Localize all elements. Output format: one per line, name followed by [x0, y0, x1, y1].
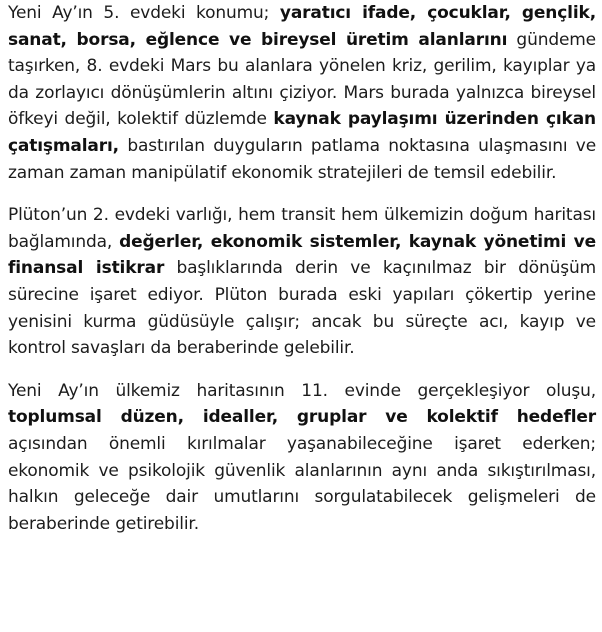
bold-text-segment: toplumsal düzen, idealler, gruplar ve kolektif hedefler [8, 407, 596, 428]
bold-text-segment: yaratıcı ifade, çocuklar, gençlik, sanat, borsa, eğlence ve bireysel üretim alanlarını [8, 3, 596, 50]
text-segment: Plüton’un 2. evdeki varlığı, hem transit hem ülkemizin doğum haritası bağlamında, [8, 205, 596, 252]
text-segment: Yeni Ay’ın 5. evdeki konumu; [8, 3, 280, 23]
text-segment: başlıklarında derin ve kaçınılmaz bir dönüşüm sürecine işaret ediyor. Plüton burada eski yapıları çökertip yerine yenisini kurma güdüsüyle çalışır; ancak bu süreçte acı, kayıp ve kontrol savaşları da beraberinde gelebilir. [8, 258, 597, 359]
bold-text-segment: kaynak paylaşımı üzerinden çıkan çatışmaları, [8, 109, 596, 156]
text-segment: gündeme taşırken, 8. evdeki Mars bu alanlara yönelen kriz, gerilim, kayıplar ya da zorlayıcı dönüşümlerin altını çiziyor. Mars burada yalnızca bireysel öfkeyi değil, kolektif düzlemde [8, 29, 596, 130]
text-segment: açısından önemli kırılmalar yaşanabileceğine işaret ederken; ekonomik ve psikolojik güvenlik alanlarının aynı anda sıkıştırılması, halkın geleceğe dair umutlarını sorgulatabilecek gelişmeleri de beraberinde getirebilir. [8, 433, 596, 534]
text-segment: Yeni Ay’ın ülkemiz haritasının 11. evinde gerçekleşiyor oluşu, [8, 380, 596, 401]
text-segment: bastırılan duyguların patlama noktasına ulaşmasını ve zaman zaman manipülatif ekonomik stratejileri de temsil edebilir. [8, 135, 596, 183]
paragraph-moon-5th-house [8, 0, 596, 186]
paragraph-pluto-2nd-house [8, 202, 596, 362]
bold-text-segment: değerler, ekonomik sistemler, kaynak yönetimi ve finansal istikrar [8, 231, 596, 279]
paragraph-moon-11th-house [8, 378, 596, 538]
